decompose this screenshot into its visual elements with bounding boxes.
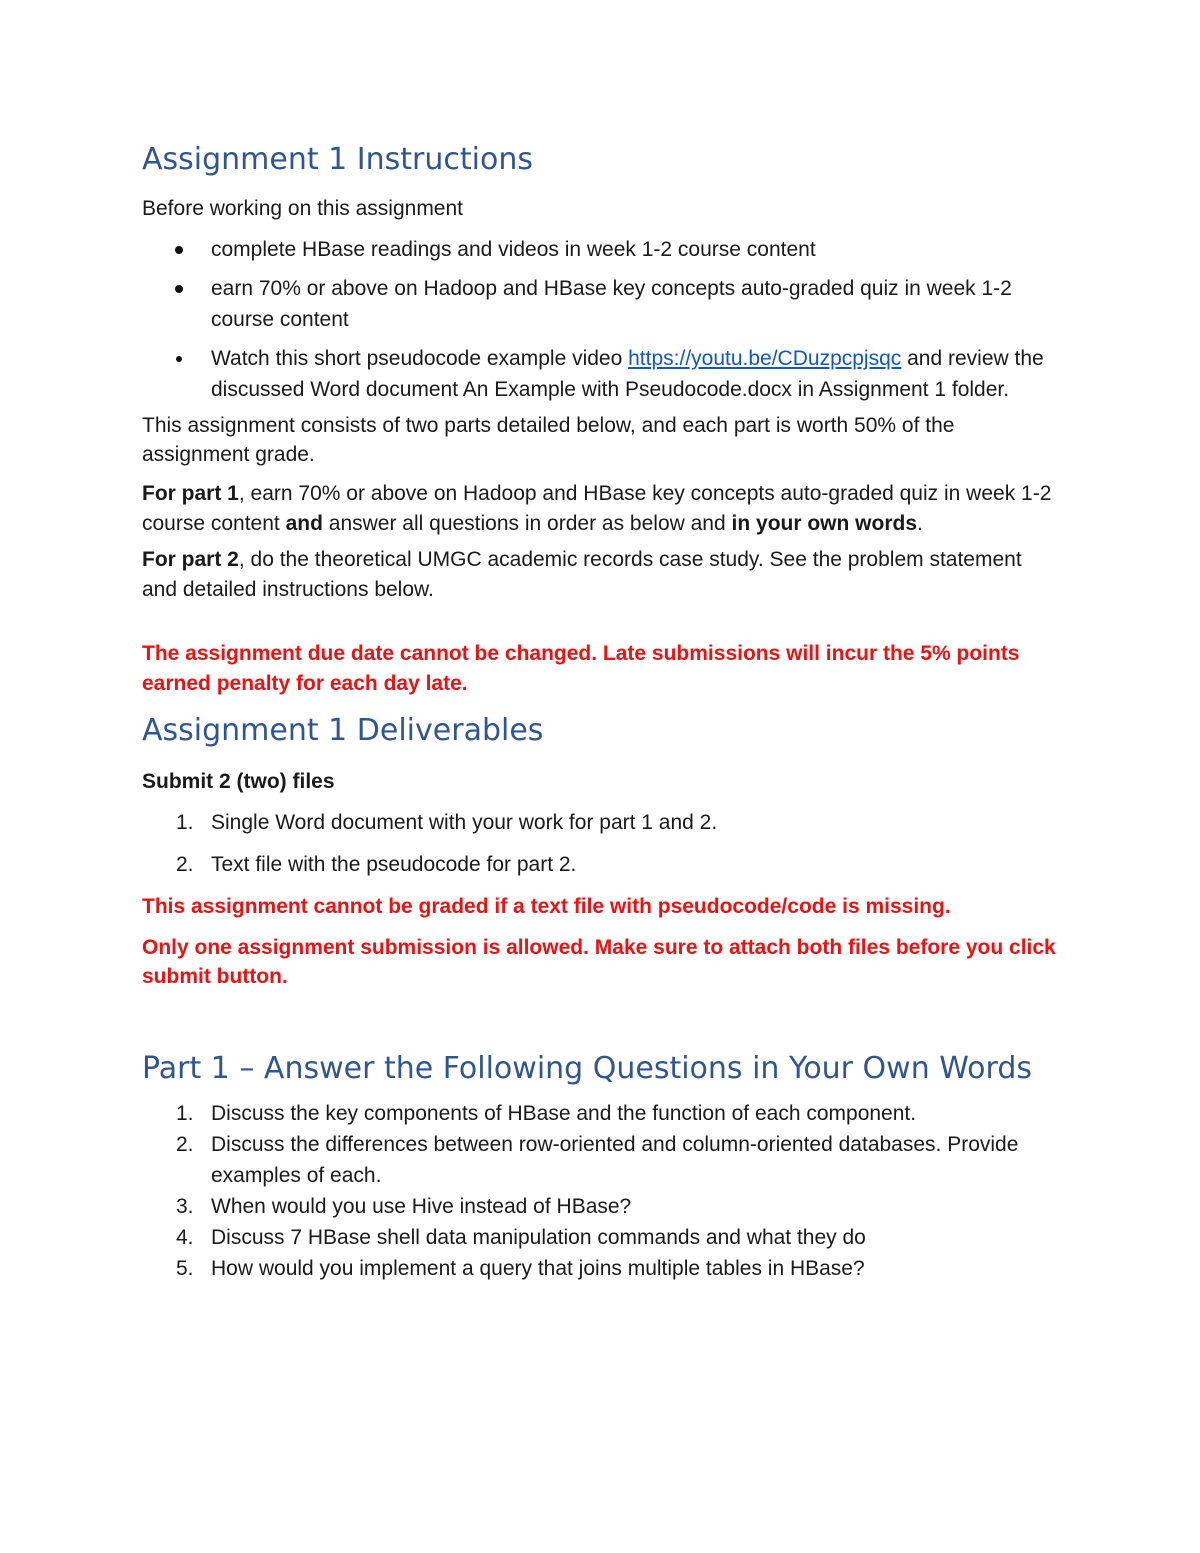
part2-label: For part 2 xyxy=(142,548,239,571)
heading-part1-questions: Part 1 – Answer the Following Questions in Your Own Words xyxy=(142,1051,1032,1086)
list-item xyxy=(142,849,1062,880)
list-item xyxy=(142,343,1062,405)
list-number: 3. xyxy=(176,1195,194,1218)
part1-own-words: in your own words xyxy=(731,512,918,535)
consists-text: This assignment consists of two parts detailed below, and each part is worth 50% of the assignment grade. xyxy=(142,414,955,466)
video-text-after: and review the discussed Word document An Example with Pseudocode.docx in Assignment 1 folder. xyxy=(211,347,1044,401)
list-item-text: Discuss 7 HBase shell data manipulation commands and what they do xyxy=(211,1226,866,1249)
submit-heading: Submit 2 (two) files xyxy=(142,770,335,793)
part1-end: . xyxy=(917,512,923,535)
list-item-text: Text file with the pseudocode for part 2. xyxy=(211,853,577,876)
list-number: 5. xyxy=(176,1257,194,1280)
bullet-icon xyxy=(176,356,182,362)
video-text-before: Watch this short pseudocode example video xyxy=(211,347,629,370)
list-item xyxy=(142,1191,1062,1222)
single-submission-warning: Only one assignment submission is allowed. Make sure to attach both files before you click submit button. xyxy=(142,936,1056,988)
list-item xyxy=(142,1098,1062,1129)
heading-instructions: Assignment 1 Instructions xyxy=(142,142,533,177)
list-number: 1. xyxy=(176,1102,194,1125)
list-item-text: Single Word document with your work for part 1 and 2. xyxy=(211,811,718,834)
intro-text: Before working on this assignment xyxy=(142,197,463,220)
part1-text xyxy=(142,479,1062,539)
list-number: 4. xyxy=(176,1226,194,1249)
list-item-text: complete HBase readings and videos in week 1-2 course content xyxy=(211,238,816,261)
list-item-text: Discuss the key components of HBase and the function of each component. xyxy=(211,1102,917,1125)
bullet-icon xyxy=(175,285,183,293)
text-file-warning: This assignment cannot be graded if a text file with pseudocode/code is missing. xyxy=(142,895,951,918)
part1-label: For part 1 xyxy=(142,482,239,505)
prerequisite-list xyxy=(142,234,1062,405)
video-link[interactable]: https://youtu.be/CDuzpcpjsqc xyxy=(628,347,902,370)
list-item xyxy=(142,234,1062,265)
questions-list xyxy=(142,1098,1062,1284)
list-item xyxy=(142,807,1062,838)
list-item xyxy=(142,1129,1062,1191)
list-number: 2. xyxy=(176,853,194,876)
part1-and: and xyxy=(285,512,323,535)
heading-deliverables: Assignment 1 Deliverables xyxy=(142,713,544,748)
list-item-text: When would you use Hive instead of HBase? xyxy=(211,1195,632,1218)
part1-text-b: answer all questions in order as below and xyxy=(322,512,732,535)
list-item-text: Discuss the differences between row-oriented and column-oriented databases. Provide examples of each. xyxy=(211,1133,1019,1187)
list-item xyxy=(142,1253,1062,1284)
part2-body: , do the theoretical UMGC academic records case study. See the problem statement and detailed instructions below. xyxy=(142,548,1022,601)
list-item xyxy=(142,1222,1062,1253)
list-item xyxy=(142,273,1062,335)
deliverables-list xyxy=(142,807,1062,880)
due-date-warning: The assignment due date cannot be changed. Late submissions will incur the 5% points earned penalty for each day late. xyxy=(142,642,1020,695)
bullet-icon xyxy=(175,246,183,254)
list-item-text: How would you implement a query that joins multiple tables in HBase? xyxy=(211,1257,865,1280)
document-body xyxy=(142,138,1062,1284)
list-number: 1. xyxy=(176,811,194,834)
part1-text-a: , earn 70% or above on Hadoop and HBase key concepts auto-graded quiz in week 1-2 course content xyxy=(142,482,1052,535)
list-number: 2. xyxy=(176,1133,194,1156)
list-item-text: earn 70% or above on Hadoop and HBase key concepts auto-graded quiz in week 1-2 course content xyxy=(211,277,1012,331)
part2-text xyxy=(142,545,1062,605)
